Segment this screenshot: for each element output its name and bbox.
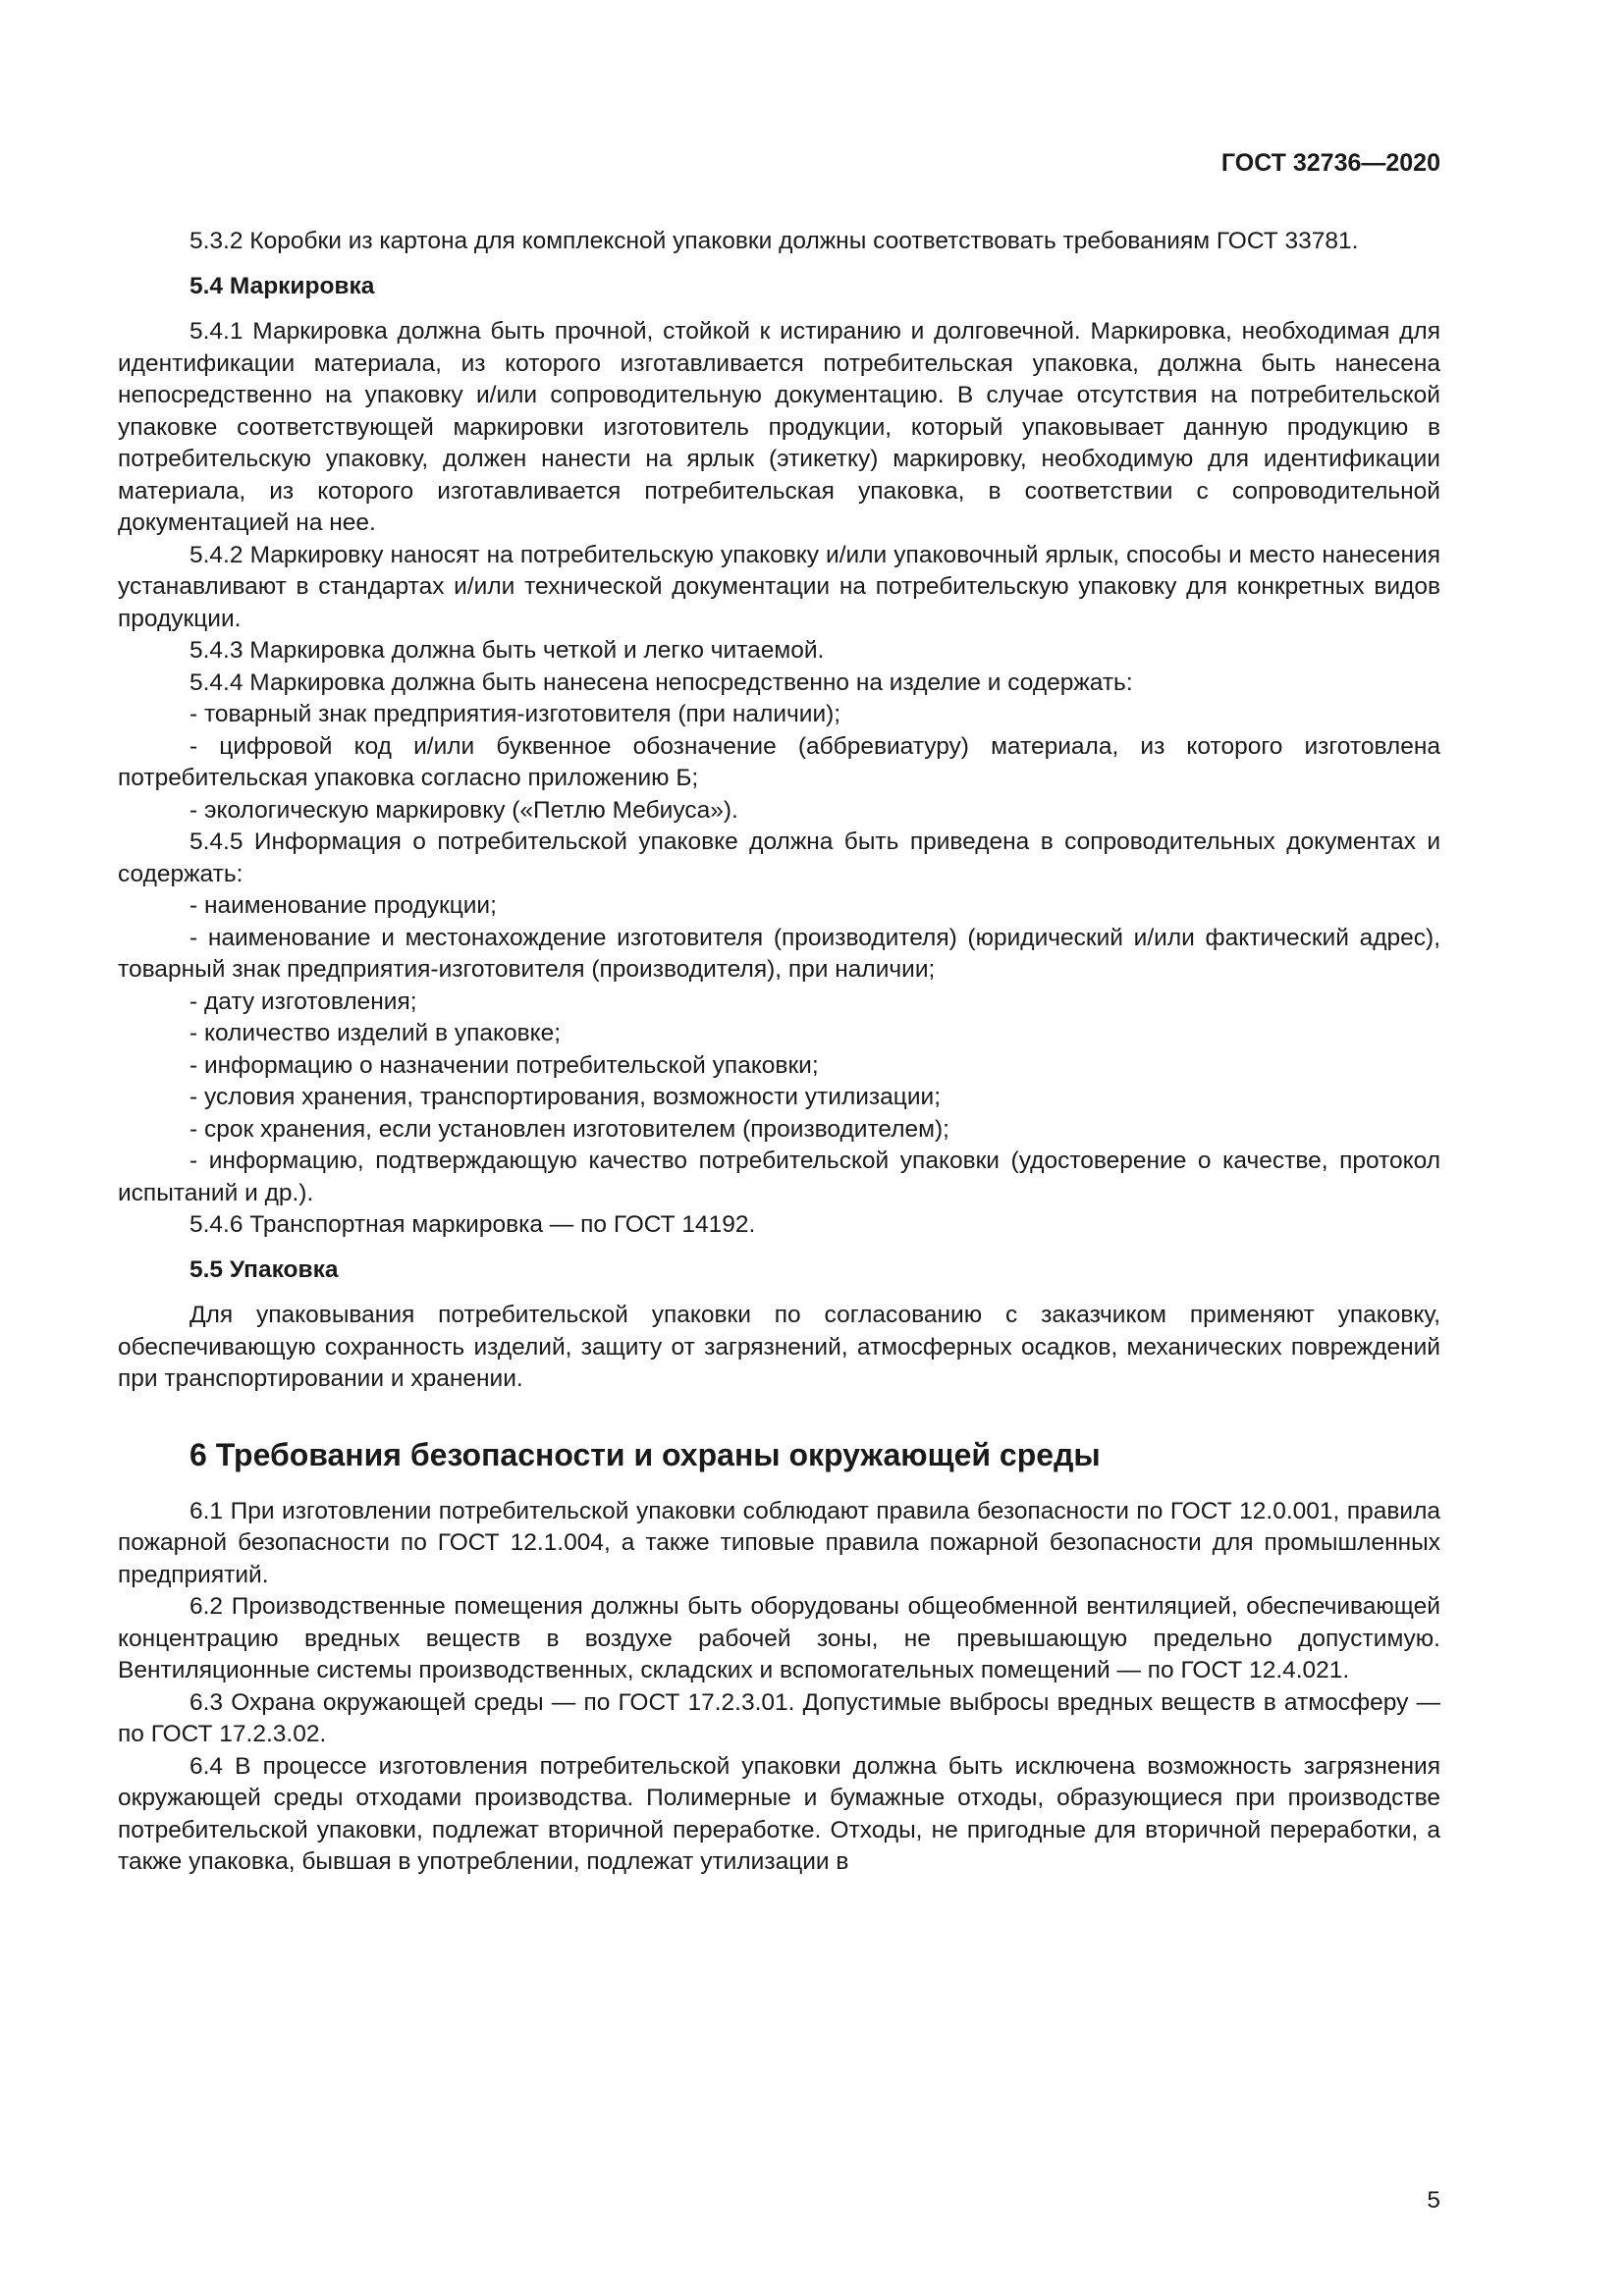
document-code-header: ГОСТ 32736—2020 [1220, 149, 1440, 177]
paragraph-5-4-5: 5.4.5 Информация о потребительской упаковке должна быть приведена в сопроводительных документах и содержать: [118, 828, 1440, 887]
list-item: - наименование и местонахождение изготовителя (производителя) (юридический и/или фактический адрес), товарный знак предприятия-изготовителя (производителя), при наличии; [118, 924, 1440, 983]
paragraph-5-4-4: 5.4.4 Маркировка должна быть нанесена непосредственно на изделие и содержать: [189, 668, 1133, 696]
list-item: - срок хранения, если установлен изготовителем (производителем); [189, 1115, 949, 1143]
list-item: - информацию о назначении потребительской упаковки; [189, 1051, 819, 1079]
paragraph-5-5: Для упаковывания потребительской упаковки по согласованию с заказчиком применяют упаковку, обеспечивающую сохранность изделий, защиту от загрязнений, атмосферных осадков, механических повреждений при транспортировании и хранении. [118, 1302, 1440, 1392]
paragraph-5-4-6: 5.4.6 Транспортная маркировка — по ГОСТ 14192. [189, 1211, 756, 1238]
paragraph-6-2: 6.2 Производственные помещения должны быть оборудованы общеобменной вентиляцией, обеспечивающей концентрацию вредных веществ в воздухе рабочей зоны, не превышающую предельно допустимую. Вентиляционные системы производственных, складских и вспомогательных помещений — по ГОСТ 12.4.021. [118, 1593, 1440, 1683]
page-body [118, 226, 1440, 1879]
list-item: - дату изготовления; [189, 988, 417, 1015]
section-title-6: 6 Требования безопасности и охраны окружающей среды [189, 1436, 1101, 1472]
subheading-5-4: 5.4 Маркировка [189, 272, 375, 299]
subheading-5-5: 5.5 Упаковка [189, 1255, 339, 1283]
list-item: - количество изделий в упаковке; [189, 1020, 562, 1046]
list-item: - информацию, подтверждающую качество потребительской упаковки (удостоверение о качестве, протокол испытаний и др.). [118, 1148, 1440, 1206]
paragraph-6-3: 6.3 Охрана окружающей среды — по ГОСТ 17.2.3.01. Допустимые выбросы вредных веществ в атмосферу — по ГОСТ 17.2.3.02. [118, 1688, 1440, 1747]
paragraph-5-4-1: 5.4.1 Маркировка должна быть прочной, стойкой к истиранию и долговечной. Маркировка, необходимая для идентификации материала, из которого изготавливается потребительская упаковка, должна быть нанесена непосредственно на упаковку и/или сопроводительную документацию. В случае отсутствия на потребительской упаковке соответствующей маркировки изготовитель продукции, который упаковывает данную продукцию в потребительскую упаковку, должен нанести на ярлык (этикетку) маркировку, необходимую для идентификации материала, из которого изготавливается потребительская упаковка, в соответствии с сопроводительной документацией на нее. [118, 318, 1440, 536]
paragraph-5-4-2: 5.4.2 Маркировку наносят на потребительскую упаковку и/или упаковочный ярлык, способы и место нанесения устанавливают в стандартах и/или технической документации на потребительскую упаковку для конкретных видов продукции. [118, 541, 1440, 632]
list-item: - товарный знак предприятия-изготовителя (при наличии); [189, 701, 841, 727]
list-item: - условия хранения, транспортирования, возможности утилизации; [189, 1084, 942, 1110]
list-item: - наименование продукции; [189, 892, 497, 919]
paragraph-5-4-3: 5.4.3 Маркировка должна быть четкой и легко читаемой. [189, 637, 825, 664]
paragraph-6-4: 6.4 В процессе изготовления потребительской упаковки должна быть исключена возможность загрязнения окружающей среды отходами производства. Полимерные и бумажные отходы, образующиеся при производстве потребительской упаковки, подлежат вторичной переработке. Отходы, не пригодные для вторичной переработки, а также упаковка, бывшая в употреблении, подлежат утилизации в [118, 1752, 1440, 1875]
paragraph-5-3-2: 5.3.2 Коробки из картона для комплексной упаковки должны соответствовать требованиям ГОСТ 33781. [189, 228, 1359, 254]
list-item: - цифровой код и/или буквенное обозначение (аббревиатуру) материала, из которого изготовлена потребительская упаковка согласно приложению Б; [118, 732, 1440, 791]
list-item: - экологическую маркировку («Петлю Мебиуса»). [189, 796, 738, 824]
paragraph-6-1: 6.1 При изготовлении потребительской упаковки соблюдают правила безопасности по ГОСТ 12.0.001, правила пожарной безопасности по ГОСТ 12.1.004, а также типовые правила пожарной безопасности для промышленных предприятий. [118, 1497, 1440, 1588]
page-number: 5 [1427, 2187, 1440, 2214]
